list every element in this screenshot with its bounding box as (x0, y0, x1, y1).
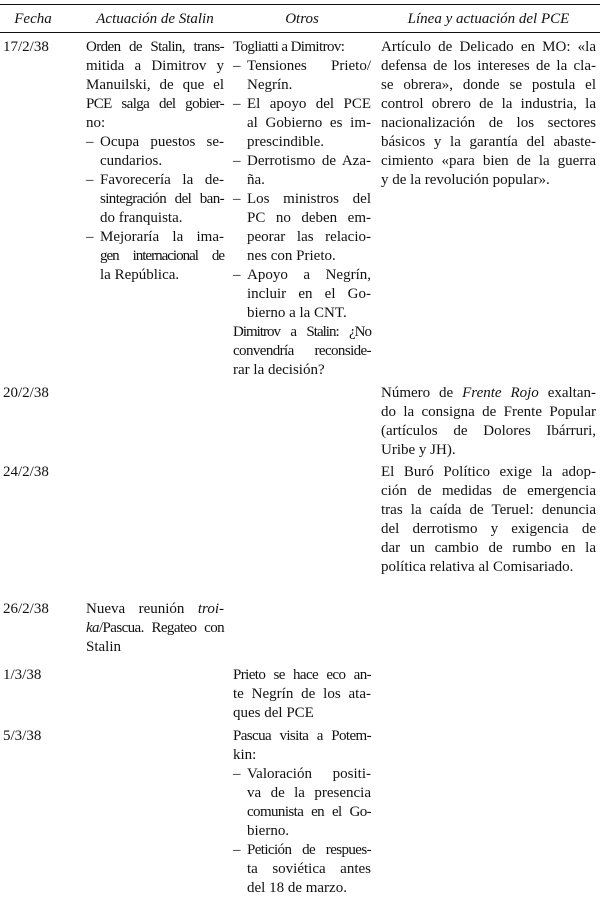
text-line: Orden de Stalin, trans- (86, 39, 224, 55)
text-line: Derrotismo de Aza- (247, 153, 371, 169)
text-line: la República. (100, 267, 180, 283)
dash-bullet: – (233, 842, 241, 858)
text-line: incluir en el Go- (247, 286, 371, 302)
text-line: te Negrín de los ata- (233, 686, 371, 702)
text-line: no: (86, 115, 106, 131)
dash-bullet: – (86, 134, 94, 150)
text-line: ka/Pascua. Regateo con (86, 620, 224, 636)
list-item (233, 841, 371, 898)
header-rule (0, 32, 600, 33)
cell-pce (381, 463, 596, 577)
text-line: Negrín. (247, 77, 293, 93)
list-item (233, 266, 371, 323)
dash-bullet: – (86, 229, 94, 245)
text-line: ción de medidas de emergencia (381, 483, 596, 499)
text-line: bierno. (247, 823, 290, 839)
cell-fecha: 17/2/38 (3, 39, 49, 55)
text-line: mitida a Dimitrov y (86, 58, 224, 74)
text-line: El apoyo del PCE (247, 96, 371, 112)
text-line: Tensiones Prieto/ (247, 58, 371, 74)
header-fecha: Fecha (14, 11, 52, 27)
text-line: Petición de respues- (247, 842, 371, 858)
text-line: nacionalización de los sectores (381, 115, 596, 131)
text-line: del 18 de marzo. (247, 880, 347, 896)
text-line: control obrero de la industria, la (381, 96, 596, 112)
text-line: Togliatti a Dimitrov: (233, 39, 345, 55)
text-line: cundarios. (100, 153, 163, 169)
text-line: se obrera», donde se postula el (381, 77, 596, 93)
text-line: Favorecería la de- (100, 172, 224, 188)
header-otros: Otros (285, 11, 319, 27)
cell-pce (381, 384, 596, 460)
text-line: PCE salga del gobier- (86, 96, 224, 112)
newspaper-title: Frente Rojo (462, 385, 539, 401)
text-line: ta soviética antes (247, 861, 371, 877)
text-line: política relativa al Comisariado. (381, 559, 574, 575)
cell-pce (381, 38, 596, 190)
dash-bullet: – (233, 96, 241, 112)
text-line: PC no deben em- (247, 210, 371, 226)
dash-bullet: – (233, 766, 241, 782)
cell-fecha: 5/3/38 (3, 728, 42, 744)
list-item (86, 171, 224, 228)
list-item (233, 152, 371, 190)
text-line: sintegración del ban- (100, 191, 224, 207)
text-line: (artículos de Dolores Ibárruri, (381, 423, 596, 439)
text-line: tras la caída de Teruel: denuncia (381, 502, 596, 518)
cell-stalin (86, 38, 224, 285)
dash-bullet: – (233, 267, 241, 283)
text-line: Los ministros del (247, 191, 371, 207)
list-item (233, 95, 371, 152)
text-line: Artículo de Delicado en MO: «la (381, 39, 596, 55)
text-line: Pascua visita a Potem- (233, 728, 371, 744)
text-line: Mejoraría la ima- (100, 229, 224, 245)
dash-bullet: – (233, 58, 241, 74)
text-line: Ocupa puestos se- (100, 134, 224, 150)
list-item (86, 228, 224, 285)
text-line: cimiento «para bien de la guerra (381, 153, 596, 169)
cell-otros (233, 727, 371, 898)
text-line: comunista en el Go- (247, 804, 371, 820)
dash-bullet: – (233, 153, 241, 169)
text-line: Uribe y JH). (381, 442, 456, 458)
cell-otros (233, 38, 371, 380)
cell-stalin (86, 600, 224, 657)
header-pce: Línea y actuación del PCE (407, 11, 570, 27)
list-item (233, 57, 371, 95)
text-line: ña. (247, 172, 265, 188)
text-line: Stalin (86, 639, 122, 655)
text-line: El Buró Político exige la adop- (381, 464, 596, 480)
text-line: do la consigna de Frente Popular (381, 404, 596, 420)
text-line: al Gobierno es im- (247, 115, 371, 131)
text-line: Número de Frente Rojo exaltan- (381, 385, 597, 401)
text-line: Dimitrov a Stalin: ¿No (233, 324, 371, 340)
text-line: nes con Prieto. (247, 248, 336, 264)
text-line: básicos y la garantía del abaste- (381, 134, 596, 150)
cell-fecha: 26/2/38 (3, 601, 49, 617)
cell-fecha: 20/2/38 (3, 385, 49, 401)
text-line: ques del PCE (233, 705, 314, 721)
dash-bullet: – (86, 172, 94, 188)
text-line: va de la presencia (247, 785, 371, 801)
text-line: y de la revolución popular». (381, 172, 550, 188)
header-stalin: Actuación de Stalin (96, 11, 214, 27)
text-line: convendría reconside- (233, 343, 371, 359)
dash-bullet: – (233, 191, 241, 207)
list-item (233, 765, 371, 841)
cell-otros (233, 666, 371, 723)
list-item (233, 190, 371, 266)
text-line: prescindible. (247, 134, 325, 150)
text-line: dar un cambio de rumbo en la (381, 540, 596, 556)
text-line: Apoyo a Negrín, (247, 267, 371, 283)
text-line: bierno a la CNT. (247, 305, 347, 321)
cell-fecha: 1/3/38 (3, 667, 42, 683)
text-line: Prieto se hace eco an- (233, 667, 371, 683)
text-line: Nueva reunión troi- (86, 601, 224, 617)
text-line: peorar las relacio- (247, 229, 371, 245)
text-line: gen internacional de (100, 248, 224, 264)
text-line: kin: (233, 747, 257, 763)
text-line: defensa de los intereses de la cla- (381, 58, 596, 74)
list-item (86, 133, 224, 171)
text-line: rar la decisión? (233, 362, 325, 378)
text-line: do franquista. (100, 210, 183, 226)
cell-fecha: 24/2/38 (3, 464, 49, 480)
top-rule (0, 4, 600, 5)
text-line: del derrotismo y exigencia de (381, 521, 596, 537)
text-line: Valoración positi- (247, 766, 371, 782)
text-line: Manuilski, de que el (86, 77, 224, 93)
